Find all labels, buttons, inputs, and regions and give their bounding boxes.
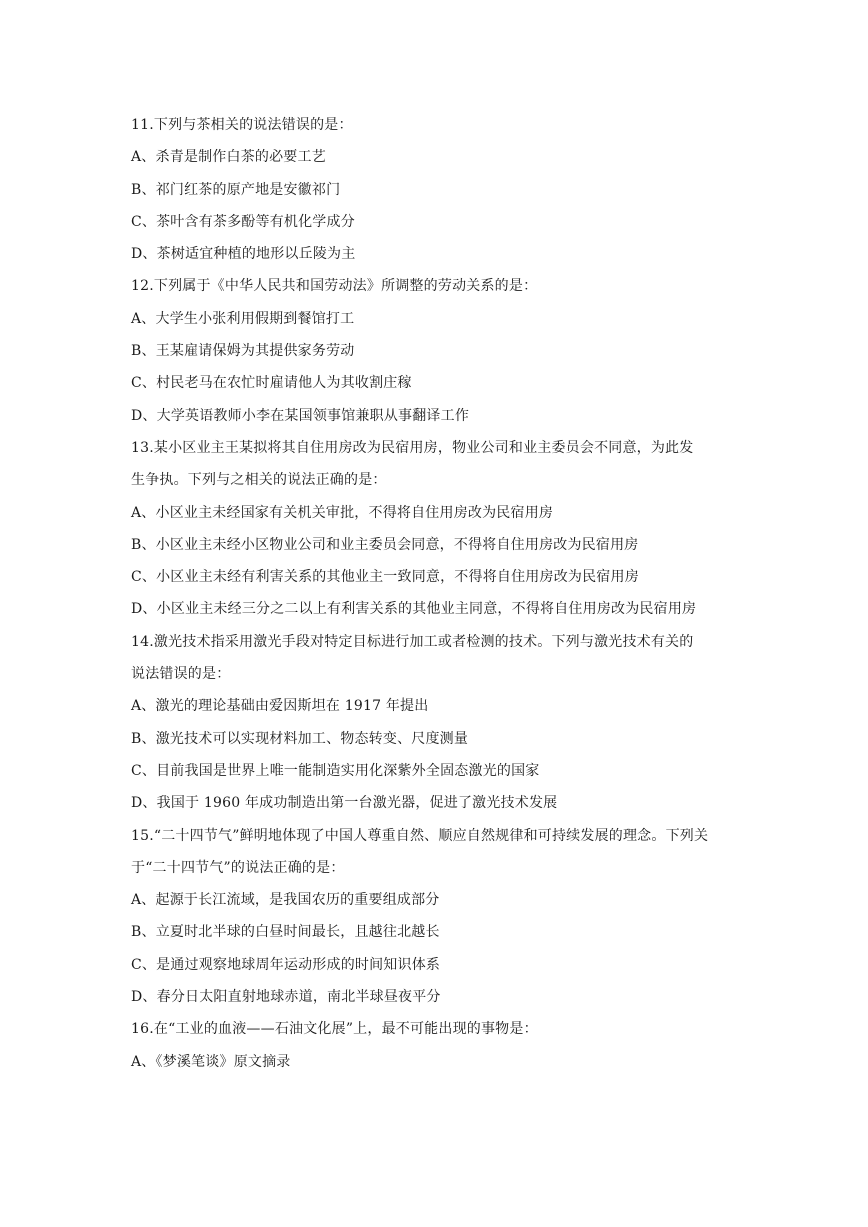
option-b: B、王某雇请保姆为其提供家务劳动 bbox=[131, 343, 355, 360]
option-d: D、春分日太阳直射地球赤道，南北半球昼夜平分 bbox=[131, 989, 441, 1006]
question-16 bbox=[131, 1013, 771, 1078]
option-c: C、村民老马在农忙时雇请他人为其收割庄稼 bbox=[131, 375, 412, 392]
question-list bbox=[131, 109, 771, 1078]
option-b: B、激光技术可以实现材料加工、物态转变、尺度测量 bbox=[131, 730, 469, 747]
option-d: D、小区业主未经三分之二以上有利害关系的其他业主同意，不得将自住用房改为民宿用房 bbox=[131, 601, 697, 618]
option-a: A、大学生小张利用假期到餐馆打工 bbox=[131, 310, 355, 327]
option-a: A、小区业主未经国家有关机关审批，不得将自住用房改为民宿用房 bbox=[131, 504, 554, 521]
question-12 bbox=[131, 270, 771, 431]
option-d: D、茶树适宜种植的地形以丘陵为主 bbox=[131, 246, 356, 263]
question-11 bbox=[131, 109, 771, 270]
option-c: C、茶叶含有茶多酚等有机化学成分 bbox=[131, 213, 355, 230]
question-stem: 15.“二十四节气”鲜明地体现了中国人尊重自然、顺应自然规律和可持续发展的理念。下列关 bbox=[131, 827, 709, 844]
option-a: A、杀青是制作白茶的必要工艺 bbox=[131, 149, 326, 166]
option-b: B、祁门红茶的原产地是安徽祁门 bbox=[131, 181, 341, 198]
question-stem: 16.在“工业的血液——石油文化展”上，最不可能出现的事物是： bbox=[131, 1021, 538, 1038]
option-b: B、小区业主未经小区物业公司和业主委员会同意，不得将自住用房改为民宿用房 bbox=[131, 536, 639, 553]
question-stem-continued: 于“二十四节气”的说法正确的是： bbox=[131, 859, 345, 876]
option-c: C、小区业主未经有利害关系的其他业主一致同意，不得将自住用房改为民宿用房 bbox=[131, 569, 639, 586]
question-14 bbox=[131, 626, 771, 820]
question-stem: 12.下列属于《中华人民共和国劳动法》所调整的劳动关系的是： bbox=[131, 278, 538, 295]
option-c: C、目前我国是世界上唯一能制造实用化深紫外全固态激光的国家 bbox=[131, 762, 540, 779]
option-d: D、大学英语教师小李在某国领事馆兼职从事翻译工作 bbox=[131, 407, 470, 424]
question-stem-continued: 说法错误的是： bbox=[131, 666, 231, 683]
question-15 bbox=[131, 820, 771, 1014]
question-stem: 11.下列与茶相关的说法错误的是： bbox=[131, 117, 353, 133]
option-a: A、激光的理论基础由爱因斯坦在 1917 年提出 bbox=[131, 698, 429, 715]
question-13 bbox=[131, 432, 771, 626]
option-c: C、是通过观察地球周年运动形成的时间知识体系 bbox=[131, 956, 441, 973]
option-a: A、起源于长江流域，是我国农历的重要组成部分 bbox=[131, 892, 440, 909]
option-a: A、《梦溪笔谈》原文摘录 bbox=[131, 1053, 291, 1070]
option-d: D、我国于 1960 年成功制造出第一台激光器，促进了激光技术发展 bbox=[131, 795, 558, 812]
option-b: B、立夏时北半球的白昼时间最长，且越往北越长 bbox=[131, 924, 440, 941]
question-stem-continued: 生争执。下列与之相关的说法正确的是： bbox=[131, 472, 387, 489]
question-stem: 13.某小区业主王某拟将其自住用房改为民宿用房，物业公司和业主委员会不同意，为此发 bbox=[131, 439, 694, 456]
question-stem: 14.激光技术指采用激光手段对特定目标进行加工或者检测的技术。下列与激光技术有关的 bbox=[131, 633, 694, 650]
